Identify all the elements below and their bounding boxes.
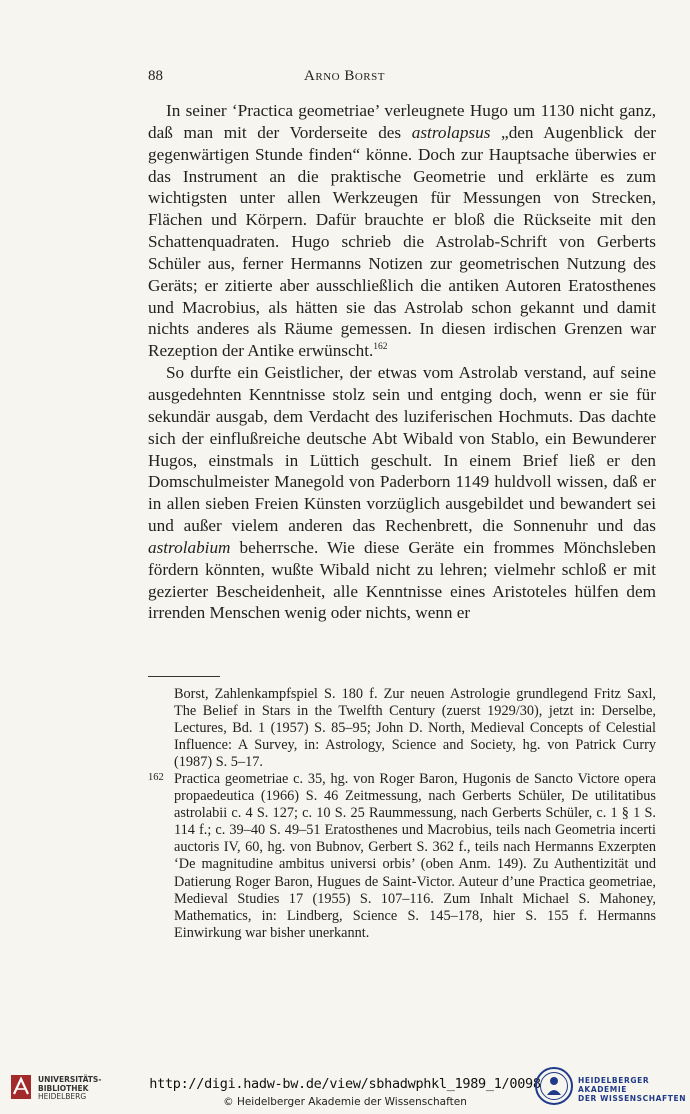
footnote-ref-162[interactable]: 162 xyxy=(373,342,388,353)
footnote-continued-text: Borst, Zahlenkampfspiel S. 180 f. Zur neuen Astrologie grundlegend Fritz Saxl, The Belief in Stars in the Twelfth Century (zuerst 1929/30), jetzt in: Derselbe, Lectures, Bd. 1 (1957) S. 85–95; John D. North, Medieval Concepts of Celestial Influence: A Survey, in: Astrology, Science and Society, hg. von Patrick Curry (1987) S. 5–17. xyxy=(174,686,656,771)
paragraph-1-text-a: In seiner ‘Practica geometriae’ verleugnete Hugo um 1130 nicht ganz, daß man mit der Vorderseite des xyxy=(148,101,656,142)
footnote-continued xyxy=(148,686,656,771)
academy-name-line-2: DER WISSENSCHAFTEN xyxy=(578,1094,687,1103)
running-header xyxy=(148,66,541,86)
paragraph-2-italic: astrolabium xyxy=(148,537,231,557)
library-name-line-2: BIBLIOTHEK xyxy=(38,1083,89,1093)
academy-name xyxy=(578,1076,690,1103)
academy-name-line-1: HEIDELBERGER AKADEMIE xyxy=(578,1076,650,1094)
footnotes xyxy=(148,686,656,942)
academy-seal-icon xyxy=(534,1066,574,1106)
source-url-link[interactable]: http://digi.hadw-bw.de/view/sbhadwphkl_1989_1/0098 xyxy=(149,1076,541,1092)
running-title: Arno Borst xyxy=(304,68,385,84)
paragraph-1-italic: astrolapsus xyxy=(411,122,491,142)
copyright-notice: © Heidelberger Akademie der Wissenschaften xyxy=(223,1096,467,1108)
footnote-162 xyxy=(148,771,656,941)
library-name-line-1: UNIVERSITÄTS- xyxy=(38,1075,102,1084)
library-name-line-3: HEIDELBERG xyxy=(38,1092,87,1101)
page-number: 88 xyxy=(148,68,163,84)
paragraph-1-text-b: „den Augenblick der gegenwärtigen Stunde finden“ könne. Doch zur Hauptsache überwies er das Instrument an die praktische Geometrie und erklärte es zum wichtigsten unter allen Werkzeugen für Messungen von Strecken, Flächen und Körpern. Dafür brauchte er bloß die Rückseite mit den Schattenquadraten. Hugo schrieb die Astrolab-Schrift von Gerberts Schüler aus, ferner Hermanns Notizen zur geometrischen Nutzung des Geräts; er zitierte aber ausschließlich die antiken Autoren Eratosthenes und Macrobius, als hätten sie das Astrolab schon gekannt und damit nichts anderes als Räume gemessen. In diesen irdischen Grenzen war Rezeption der Antike erwünscht. xyxy=(148,122,657,361)
footnote-separator xyxy=(148,676,220,677)
footnote-number: 162 xyxy=(148,772,164,784)
paragraph-1 xyxy=(148,100,656,362)
paragraph-2 xyxy=(148,362,656,624)
footnote-162-text: Practica geometriae c. 35, hg. von Roger Baron, Hugonis de Sancto Victore opera propaedeutica (1966) S. 46 Zeitmessung, nach Gerberts Schüler, De utilitatibus astrolabii c. 4 S. 127; c. 10 S. 25 Raummessung, nach Gerberts Schüler, c. 1 § 1 S. 114 f.; c. 39–40 S. 49–51 Eratosthenes und Macrobius, teils nach Geometria incerti auctoris IV, 60, hg. von Bubnov, Gerbert S. 362 f., teils nach Hermanns Exzerpten ‘De magnitudine ambitus universi orbis’ (oben Anm. 149). Zu Authentizität und Datierung Roger Baron, Hugues de Saint-Victor. Auteur d’une Practica geometriae, Medieval Studies 17 (1955) S. 107–116. Zum Inhalt Michael S. Mahoney, Mathematics, in: Lindberg, Science S. 145–178, hier S. 155 f. Hermanns Einwirkung war bisher unerkannt. xyxy=(174,771,656,941)
digitization-footer xyxy=(0,1060,690,1114)
main-text xyxy=(148,100,656,624)
paragraph-2-text-b: beherrsche. Wie diese Geräte ein frommes Mönchsleben fördern könnten, wußte Wibald nicht zu lehren; vielmehr schloß er mit gezierter Bescheidenheit, alle Kenntnisse eines Aristoteles hülfen dem irrenden Menschen wenig oder nichts, wenn er xyxy=(148,537,656,623)
paragraph-2-text-a: So durfte ein Geistlicher, der etwas vom Astrolab verstand, auf seine ausgedehnten Kenntnisse stolz sein und entging doch, wenn er sie für sekundär ausgab, dem Verdacht des luziferischen Hochmuts. Das dachte sich der einflußreiche deutsche Abt Wibald von Stablo, ein Bewunderer Hugos, einstmals in Lüttich geschult. In einem Brief ließ er den Domschulmeister Manegold von Paderborn 1149 huldvoll wissen, daß er in allen sieben Freien Künsten vorzüglich ausgebildet und bewandert sei und außer vielem anderen das Rechenbrett, die Sonnenuhr und das xyxy=(148,363,656,536)
